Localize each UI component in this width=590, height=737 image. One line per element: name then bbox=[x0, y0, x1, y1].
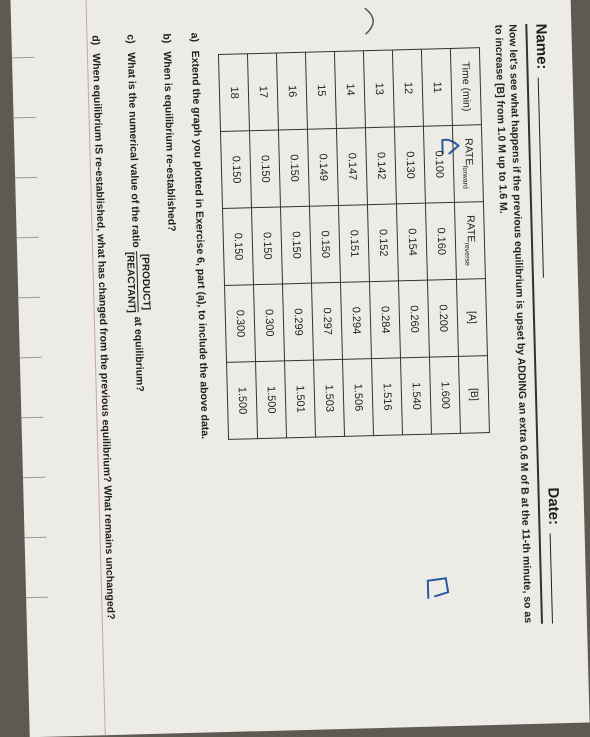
col-time: Time (min) bbox=[450, 48, 481, 126]
table-cell: 0.152 bbox=[367, 204, 398, 282]
table-cell: 0.150 bbox=[309, 205, 340, 283]
table-cell: 1.500 bbox=[256, 361, 287, 439]
table-cell: 0.100 bbox=[423, 125, 454, 203]
worksheet-page bbox=[10, 0, 589, 737]
table-cell: 18 bbox=[218, 54, 249, 132]
table-cell: 17 bbox=[247, 53, 278, 131]
intro-text: Now let's see what happens if the previous equilibrium is upset by ADDING an extra 0.6 M of B at the 11-th minute, so as to increase [B] from 1.0 M up to 1.6 M. bbox=[492, 24, 534, 624]
table-cell: 0.200 bbox=[427, 279, 458, 357]
table-cell: 1.503 bbox=[314, 359, 345, 437]
date-blank bbox=[550, 533, 553, 623]
col-rate-reverse: $RATE_{reverse}$ bbox=[454, 202, 485, 280]
question-a: a) Extend the graph you plotted in Exercise 6, part (a), to include the above data. bbox=[188, 32, 212, 440]
col-b: [B] bbox=[458, 356, 489, 434]
table-cell: 0.150 bbox=[249, 130, 280, 208]
table-cell: 0.150 bbox=[251, 207, 282, 285]
table-cell: 13 bbox=[363, 50, 394, 128]
table-cell: 1.506 bbox=[342, 359, 373, 437]
table-cell: 0.150 bbox=[280, 206, 311, 284]
table-cell: 0.154 bbox=[396, 203, 427, 281]
date-field bbox=[543, 487, 565, 623]
table-cell: 14 bbox=[334, 51, 365, 129]
date-label: Date: bbox=[544, 487, 563, 526]
table-cell: 0.284 bbox=[369, 281, 400, 359]
header-row bbox=[531, 23, 565, 623]
name-label: Name: bbox=[532, 23, 551, 70]
col-a: [A] bbox=[456, 279, 487, 357]
table-cell: 0.300 bbox=[254, 284, 285, 362]
table-cell: 0.130 bbox=[394, 126, 425, 204]
table-cell: 0.147 bbox=[336, 128, 367, 206]
table-cell: 0.149 bbox=[307, 128, 338, 206]
col-rate-forward: $RATE_{forward}$ bbox=[452, 125, 483, 203]
question-b: b) When is equilibrium re-established? bbox=[160, 33, 178, 232]
question-c: c) What is the numerical value of the ratio [PRODUCT] [REACTANT] at equilibrium? bbox=[124, 34, 152, 393]
table-cell: 0.150 bbox=[223, 208, 254, 286]
table-cell: 1.501 bbox=[285, 360, 316, 438]
table-cell: 0.151 bbox=[338, 205, 369, 283]
table-cell: 0.294 bbox=[340, 282, 371, 360]
table-cell: 0.150 bbox=[220, 131, 251, 209]
table-cell: 1.600 bbox=[429, 356, 460, 434]
table-cell: 0.150 bbox=[278, 129, 309, 207]
name-field bbox=[531, 23, 556, 278]
binder-edge bbox=[10, 0, 61, 737]
table-cell: 1.500 bbox=[227, 362, 258, 440]
data-table bbox=[218, 47, 490, 440]
table-cell: 1.540 bbox=[400, 357, 431, 435]
table-cell: 0.300 bbox=[225, 285, 256, 363]
table-cell: 0.297 bbox=[311, 282, 342, 360]
questions bbox=[88, 32, 217, 635]
ratio-fraction: [PRODUCT] [REACTANT] bbox=[124, 251, 152, 313]
name-blank bbox=[538, 78, 544, 278]
table-cell: 0.142 bbox=[365, 127, 396, 205]
table-cell: 1.516 bbox=[371, 358, 402, 436]
table-cell: 12 bbox=[392, 49, 423, 127]
table-cell: 0.299 bbox=[283, 283, 314, 361]
table-cell: 11 bbox=[421, 48, 452, 126]
document-content bbox=[89, 23, 565, 635]
table-cell: 0.260 bbox=[398, 280, 429, 358]
table-cell: 0.160 bbox=[425, 202, 456, 280]
question-d: d) When equilibrium IS re-established, what has changed from the previous equilibrium? What remains unchanged? bbox=[89, 35, 117, 620]
table-cell: 15 bbox=[305, 51, 336, 129]
table-cell: 16 bbox=[276, 52, 307, 130]
